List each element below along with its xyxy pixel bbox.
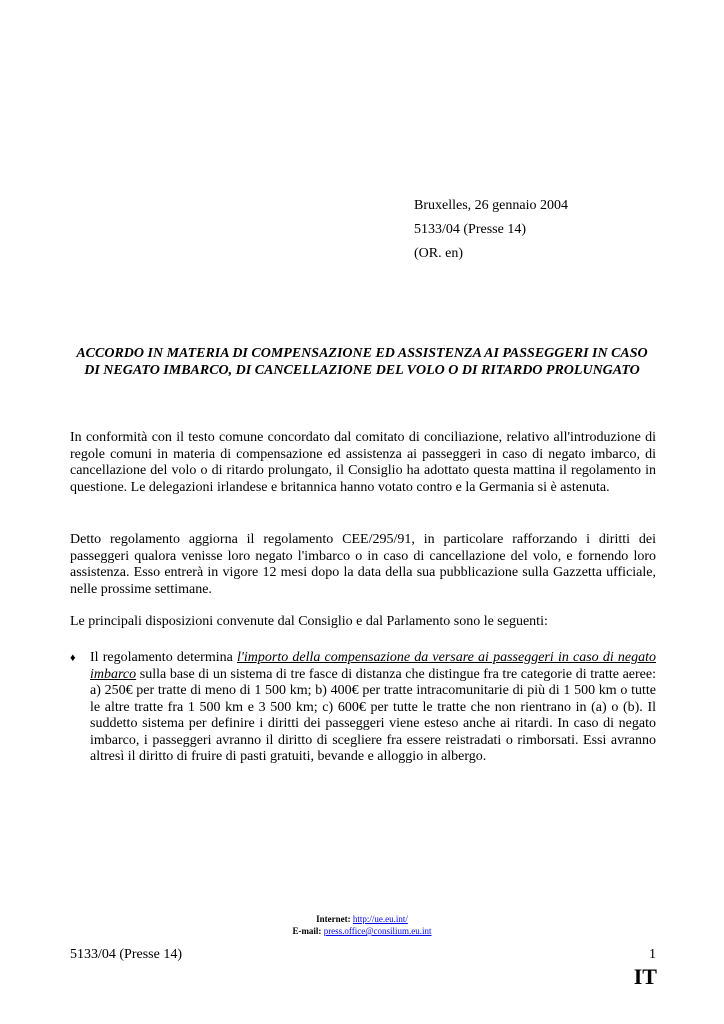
email-link[interactable]: press.office@consilium.eu.int xyxy=(323,926,432,936)
internet-label: Internet: xyxy=(316,914,351,924)
bullet-lead: Il regolamento determina xyxy=(90,650,237,665)
original-language: (OR. en) xyxy=(414,246,463,261)
document-reference: 5133/04 (Presse 14) xyxy=(414,222,526,237)
language-code: IT xyxy=(633,964,657,989)
document-header xyxy=(414,194,568,266)
footer-contacts xyxy=(0,913,724,937)
page-number: 1 xyxy=(649,947,656,962)
paragraph-3: Le principali disposizioni convenute dal Consiglio e dal Parlamento sono le seguenti: xyxy=(70,614,548,629)
diamond-bullet-icon: ♦ xyxy=(70,652,76,664)
bullet-emphasis: l'importo della compensazione da versare ai passeggeri in caso di negato imbarco xyxy=(90,650,656,682)
footer-reference: 5133/04 (Presse 14) xyxy=(70,947,182,962)
email-label: E-mail: xyxy=(292,926,322,936)
document-title: ACCORDO IN MATERIA DI COMPENSAZIONE ED ASSISTENZA AI PASSEGGERI IN CASO DI NEGATO IMBARCO, DI CANCELLAZIONE DEL VOLO O DI RITARDO PROLUNGATO xyxy=(76,346,648,378)
paragraph-2: Detto regolamento aggiorna il regolamento CEE/295/91, in particolare rafforzando i diritti dei passeggeri qualora venisse loro negato l'imbarco o in caso di cancellazione del volo, e fornendo loro assistenza. Esso entrerà in vigore 12 mesi dopo la data della sua pubblicazione sulla Gazzetta ufficiale, nelle prossime settimane. xyxy=(70,532,656,597)
internet-link[interactable]: http://ue.eu.int/ xyxy=(352,914,408,924)
bullet-text xyxy=(90,650,656,766)
paragraph-1: In conformità con il testo comune concordato dal comitato di conciliazione, relativo all'introduzione di regole comuni in materia di compensazione ed assistenza ai passeggeri in caso di negato imbarco, di cancellazione del volo o di ritardo prolungato, il Consiglio ha adottato questa mattina il regolamento in questione. Le delegazioni irlandese e britannica hanno votato contro e la Germania si è astenuta. xyxy=(70,430,656,495)
place-date: Bruxelles, 26 gennaio 2004 xyxy=(414,198,568,213)
bullet-item xyxy=(70,650,656,766)
bullet-rest: sulla base di un sistema di tre fasce di distanza che distingue fra tre categorie di tratte aeree: a) 250€ per tratte di meno di 1 500 km; b) 400€ per tratte intracomunitarie di più di 1 500 km o tutte le altre tratte fra 1 500 km e 3 500 km; c) 600€ per tutte le tratte che non rientrano in (a) o (b). Il suddetto sistema per definire i diritti dei passeggeri viene esteso anche ai ritardi. In caso di negato imbarco, i passeggeri avranno il diritto di scegliere fra essere reistradati o rimborsati. Essi avranno altresì il diritto di fruire di pasti gratuiti, bevande e alloggio in albergo. xyxy=(90,666,656,764)
